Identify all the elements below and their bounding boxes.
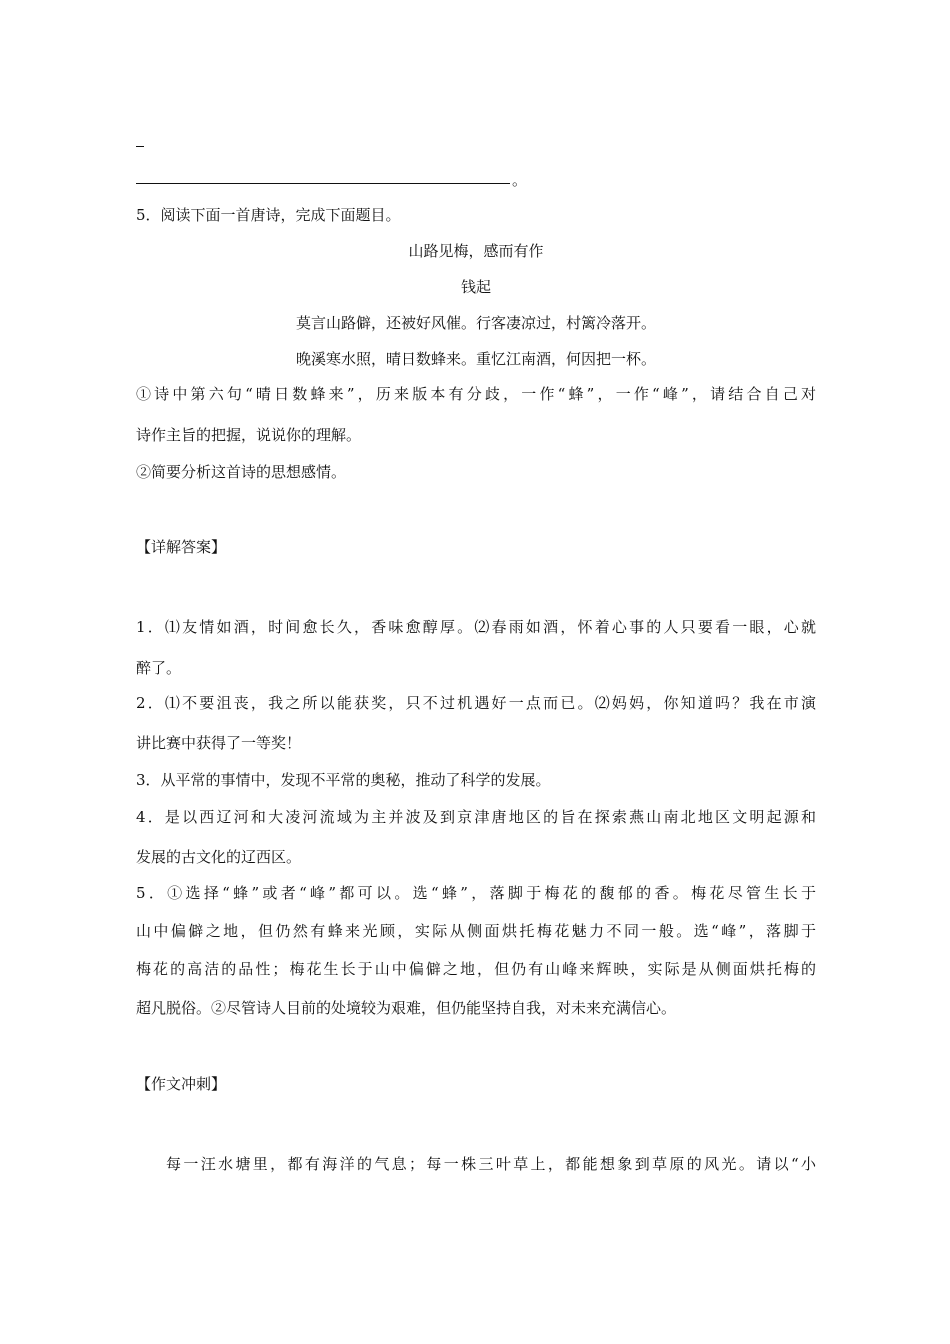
poem-title: 山路见梅，感而有作 — [408, 242, 544, 260]
answer-5-line-2: 山中偏僻之地，但仍然有蜂来光顾，实际从侧面烘托梅花魅力不同一般。选“峰”，落脚于 — [136, 922, 816, 940]
writing-heading: 【作文冲刺】 — [136, 1075, 227, 1093]
answer-4-line-1: 4．是以西辽河和大凌河流域为主并波及到京津唐地区的旨在探索燕山南北地区文明起源和 — [136, 808, 816, 826]
answer-1-line-2: 醉了。 — [136, 659, 182, 677]
answer-1-line-1: 1．⑴友情如酒，时间愈长久，香味愈醇厚。⑵春雨如酒，怀着心事的人只要看一眼，心就 — [136, 618, 816, 636]
sub-question-1-line-2: 诗作主旨的把握，说说你的理解。 — [136, 426, 362, 444]
poem-line-1: 莫言山路僻，还被好风催。行客凄凉过，村篱冷落开。 — [295, 314, 656, 332]
answer-blank-long — [136, 183, 510, 184]
sub-question-2: ②简要分析这首诗的思想感情。 — [136, 463, 347, 481]
answer-3: 3．从平常的事情中，发现不平常的奥秘，推动了科学的发展。 — [136, 771, 551, 789]
answer-2-line-1: 2．⑴不要沮丧，我之所以能获奖，只不过机遇好一点而已。⑵妈妈，你知道吗？我在市演 — [136, 694, 816, 712]
answer-2-line-2: 讲比赛中获得了一等奖！ — [136, 734, 302, 752]
answer-blank-end-mark: 。 — [512, 171, 528, 189]
answer-5-line-3: 梅花的高洁的品性；梅花生长于山中偏僻之地，但仍有山峰来辉映，实际是从侧面烘托梅的 — [136, 960, 816, 978]
poem-author: 钱起 — [460, 278, 491, 296]
question-5-prompt: 5．阅读下面一首唐诗，完成下面题目。 — [136, 206, 401, 224]
sub-question-1-line-1: ①诗中第六句“晴日数蜂来”，历来版本有分歧，一作“蜂”，一作“峰”，请结合自己对 — [136, 385, 816, 403]
answer-4-line-2: 发展的古文化的辽西区。 — [136, 848, 302, 866]
answer-5-line-4: 超凡脱俗。②尽管诗人目前的处境较为艰难，但仍能坚持自我，对未来充满信心。 — [136, 999, 677, 1017]
poem-line-2: 晚溪寒水照，晴日数蜂来。重忆江南酒，何因把一杯。 — [295, 350, 656, 368]
answer-blank-short — [136, 146, 144, 147]
writing-prompt-line-1: 每一汪水塘里，都有海洋的气息；每一株三叶草上，都能想象到草原的风光。请以“小 — [166, 1155, 816, 1173]
answer-5-line-1: 5．①选择“蜂”或者“峰”都可以。选“蜂”，落脚于梅花的馥郁的香。梅花尽管生长于 — [136, 884, 816, 902]
answers-heading: 【详解答案】 — [136, 538, 227, 556]
